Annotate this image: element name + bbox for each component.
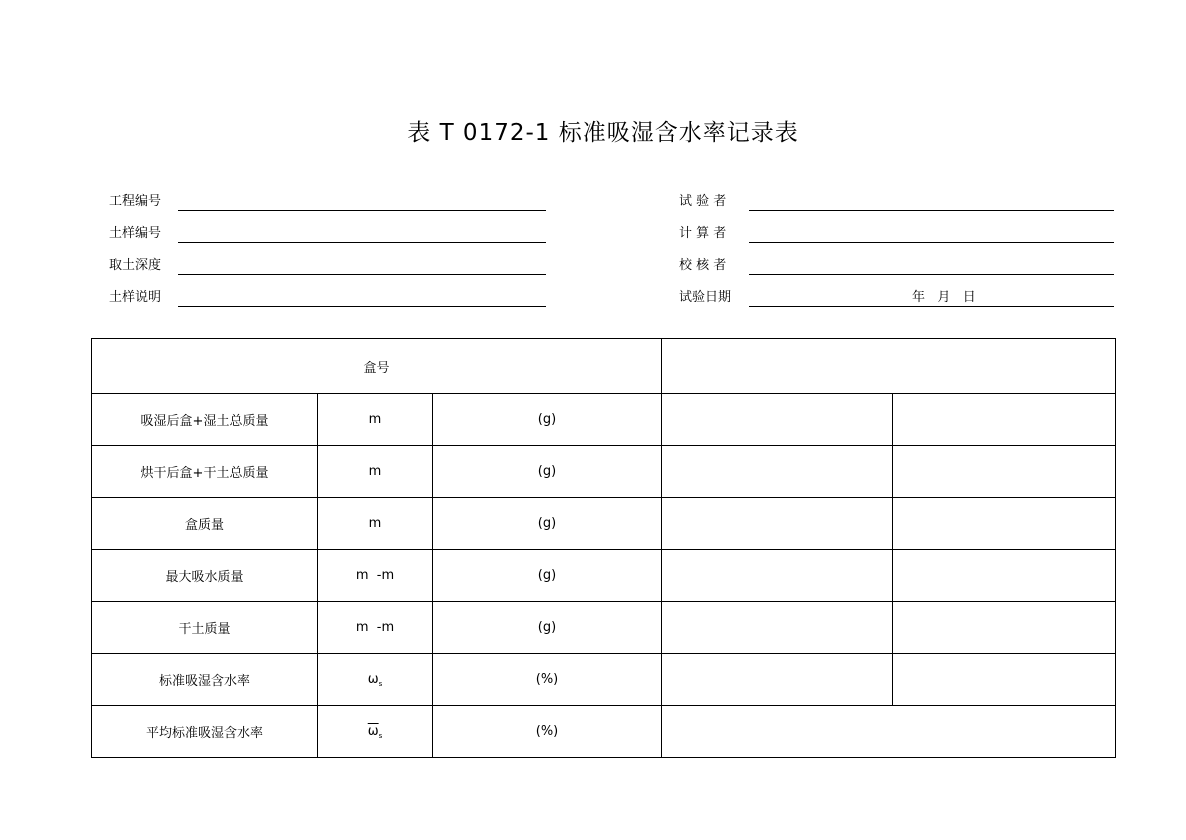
tester-label: 试 验 者 (679, 194, 727, 209)
unit: (%) (433, 654, 662, 706)
value-cell-2[interactable] (893, 602, 1116, 654)
value-cell-2[interactable] (893, 394, 1116, 446)
project-number-label: 工程编号 (109, 194, 162, 209)
unit: (g) (433, 602, 662, 654)
calculator-label: 计 算 者 (679, 226, 727, 241)
item-label: 干土质量 (92, 602, 318, 654)
value-cell-2[interactable] (893, 498, 1116, 550)
value-cell-2[interactable] (893, 654, 1116, 706)
test-date-text: 年 月 日 (912, 290, 976, 305)
sampling-depth-field[interactable] (178, 274, 546, 275)
item-label: 最大吸水质量 (92, 550, 318, 602)
checker-label: 校 核 者 (679, 258, 727, 273)
unit: (%) (433, 706, 662, 758)
table-row (92, 498, 1116, 550)
table-row (92, 654, 1116, 706)
box-number-header: 盒号 (92, 339, 662, 394)
item-label: 烘干后盒+干土总质量 (92, 446, 318, 498)
symbol: m -m (318, 550, 433, 602)
table-row (92, 602, 1116, 654)
table-row (92, 446, 1116, 498)
symbol: $\omega_s$ (318, 654, 433, 706)
item-label: 吸湿后盒+湿土总质量 (92, 394, 318, 446)
value-cell-2[interactable] (893, 550, 1116, 602)
table-header-row (92, 339, 1116, 394)
test-date-label: 试验日期 (679, 290, 732, 305)
record-table (91, 338, 1116, 758)
symbol: m -m (318, 602, 433, 654)
calculator-field[interactable] (749, 242, 1114, 243)
test-date-field[interactable] (749, 306, 1114, 307)
unit: (g) (433, 498, 662, 550)
sampling-depth-label: 取土深度 (109, 258, 162, 273)
value-cell-1[interactable] (662, 654, 893, 706)
symbol: m (318, 498, 433, 550)
value-cell-1[interactable] (662, 498, 893, 550)
value-cell-1[interactable] (662, 394, 893, 446)
symbol-subscript: s (378, 731, 383, 740)
value-cell-1[interactable] (662, 446, 893, 498)
box-number-cell[interactable] (662, 339, 1116, 394)
sample-description-field[interactable] (178, 306, 546, 307)
unit: (g) (433, 394, 662, 446)
average-value-cell[interactable] (662, 706, 1116, 758)
tester-field[interactable] (749, 210, 1114, 211)
symbol: m (318, 394, 433, 446)
item-label: 标准吸湿含水率 (92, 654, 318, 706)
sample-description-label: 土样说明 (109, 290, 162, 305)
value-cell-2[interactable] (893, 446, 1116, 498)
table-row (92, 394, 1116, 446)
sample-number-label: 土样编号 (109, 226, 162, 241)
sample-number-field[interactable] (178, 242, 546, 243)
symbol: m (318, 446, 433, 498)
symbol: $\overline{\omega}_s$ (318, 706, 433, 758)
unit: (g) (433, 446, 662, 498)
checker-field[interactable] (749, 274, 1114, 275)
symbol-subscript: s (378, 679, 383, 688)
value-cell-1[interactable] (662, 550, 893, 602)
item-label: 盒质量 (92, 498, 318, 550)
item-label: 平均标准吸湿含水率 (92, 706, 318, 758)
table-row (92, 550, 1116, 602)
value-cell-1[interactable] (662, 602, 893, 654)
project-number-field[interactable] (178, 210, 546, 211)
page-title: 表 T 0172-1 标准吸湿含水率记录表 (407, 120, 799, 146)
unit: (g) (433, 550, 662, 602)
table-row (92, 706, 1116, 758)
